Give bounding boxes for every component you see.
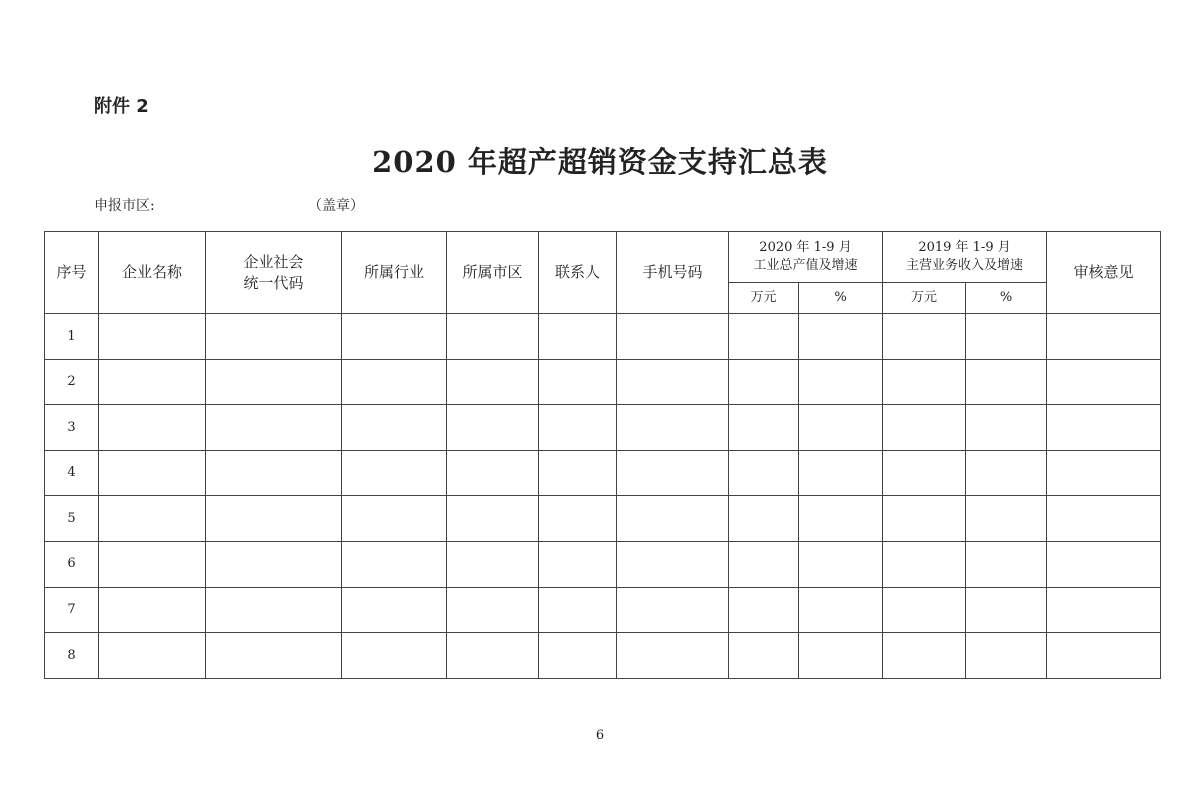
table-body [45,314,1161,679]
table-cell [799,359,883,405]
table-cell [966,496,1047,542]
attachment-label: 附件 2 [94,96,149,117]
table-row [45,314,1161,360]
header-credit-code [206,232,342,314]
table-cell [539,450,617,496]
table-cell [729,587,799,633]
table-cell [1047,633,1161,679]
table-cell [99,587,206,633]
table-row [45,359,1161,405]
table-cell [617,314,729,360]
table-cell [883,633,966,679]
table-cell [99,405,206,451]
row-number: 5 [45,496,99,542]
table-cell [206,633,342,679]
table-cell [883,314,966,360]
table-cell [617,496,729,542]
table-cell [539,496,617,542]
table-cell [729,496,799,542]
header-revenue-2019-line2: 主营业务收入及增速 [906,258,1024,273]
table-cell [342,541,447,587]
table-cell [883,541,966,587]
table-cell [206,359,342,405]
table-cell [1047,541,1161,587]
table-cell [729,405,799,451]
table-cell [99,541,206,587]
row-number: 3 [45,405,99,451]
table-cell [206,314,342,360]
table-cell [447,541,539,587]
header-output-2020-line1: 2020 年 1-9 月 [759,240,852,256]
table-cell [799,587,883,633]
table-cell [1047,587,1161,633]
table-cell [99,359,206,405]
table-cell [99,314,206,360]
seal-label: （盖章） [308,198,364,214]
table-cell [342,359,447,405]
table-cell [342,587,447,633]
table-cell [99,496,206,542]
table-cell [799,405,883,451]
table-cell [799,450,883,496]
header-revenue-2019-line1: 2019 年 1-9 月 [918,240,1011,256]
header-industry: 所属行业 [342,232,447,314]
table-cell [539,541,617,587]
table-row [45,541,1161,587]
row-number: 6 [45,541,99,587]
table-cell [617,450,729,496]
table-row [45,405,1161,451]
header-credit-code-line1: 企业社会 [243,253,304,272]
row-number: 4 [45,450,99,496]
table-cell [799,541,883,587]
table-cell [539,633,617,679]
table-cell [1047,405,1161,451]
table-cell [729,633,799,679]
header-district: 所属市区 [447,232,539,314]
table-cell [729,450,799,496]
header-row [45,232,1161,283]
table-cell [1047,496,1161,542]
page-number: 6 [595,728,605,743]
table-cell [342,314,447,360]
table-cell [206,405,342,451]
table-cell [99,450,206,496]
table-cell [966,633,1047,679]
table-cell [206,541,342,587]
table-cell [883,496,966,542]
table-cell [447,587,539,633]
table-cell [539,405,617,451]
table-cell [883,405,966,451]
table-cell [729,541,799,587]
table-cell [799,314,883,360]
table-cell [447,314,539,360]
table-cell [539,359,617,405]
table-cell [799,496,883,542]
table-cell [966,450,1047,496]
district-label: 申报市区: [94,198,155,214]
table-cell [447,496,539,542]
table-cell [617,359,729,405]
table-cell [342,405,447,451]
table-cell [617,633,729,679]
table-cell [447,359,539,405]
table-row [45,496,1161,542]
header-company-name: 企业名称 [99,232,206,314]
table-cell [1047,314,1161,360]
header-revenue-2019 [883,232,1047,283]
table-cell [729,359,799,405]
table-cell [966,405,1047,451]
table-cell [617,587,729,633]
table-cell [966,587,1047,633]
table-cell [539,587,617,633]
table-cell [617,541,729,587]
unit-percent-2019: % [966,283,1047,314]
page-title: 2020 年超产超销资金支持汇总表 [372,145,828,179]
row-number: 8 [45,633,99,679]
table-cell [883,587,966,633]
header-output-2020 [729,232,883,283]
table-cell [342,450,447,496]
table-row [45,450,1161,496]
header-review: 审核意见 [1047,232,1161,314]
table-cell [1047,450,1161,496]
table-cell [729,314,799,360]
header-contact: 联系人 [539,232,617,314]
header-phone: 手机号码 [617,232,729,314]
unit-percent-2020: % [799,283,883,314]
unit-amount-2019: 万元 [883,283,966,314]
header-credit-code-line2: 统一代码 [243,273,304,292]
table-cell [342,633,447,679]
table-cell [99,633,206,679]
table-cell [617,405,729,451]
table-cell [799,633,883,679]
table-cell [206,587,342,633]
table-cell [1047,359,1161,405]
row-number: 7 [45,587,99,633]
header-output-2020-line2: 工业总产值及增速 [753,258,858,273]
table-cell [966,359,1047,405]
table-cell [883,359,966,405]
row-number: 1 [45,314,99,360]
table-cell [966,314,1047,360]
table-cell [539,314,617,360]
table-cell [206,450,342,496]
table-cell [883,450,966,496]
summary-table [44,231,1161,679]
table-cell [447,405,539,451]
table-cell [966,541,1047,587]
table-cell [447,633,539,679]
table-row [45,587,1161,633]
table-cell [206,496,342,542]
table-row [45,633,1161,679]
unit-amount-2020: 万元 [729,283,799,314]
table-cell [447,450,539,496]
row-number: 2 [45,359,99,405]
table-cell [342,496,447,542]
header-seq: 序号 [45,232,99,314]
